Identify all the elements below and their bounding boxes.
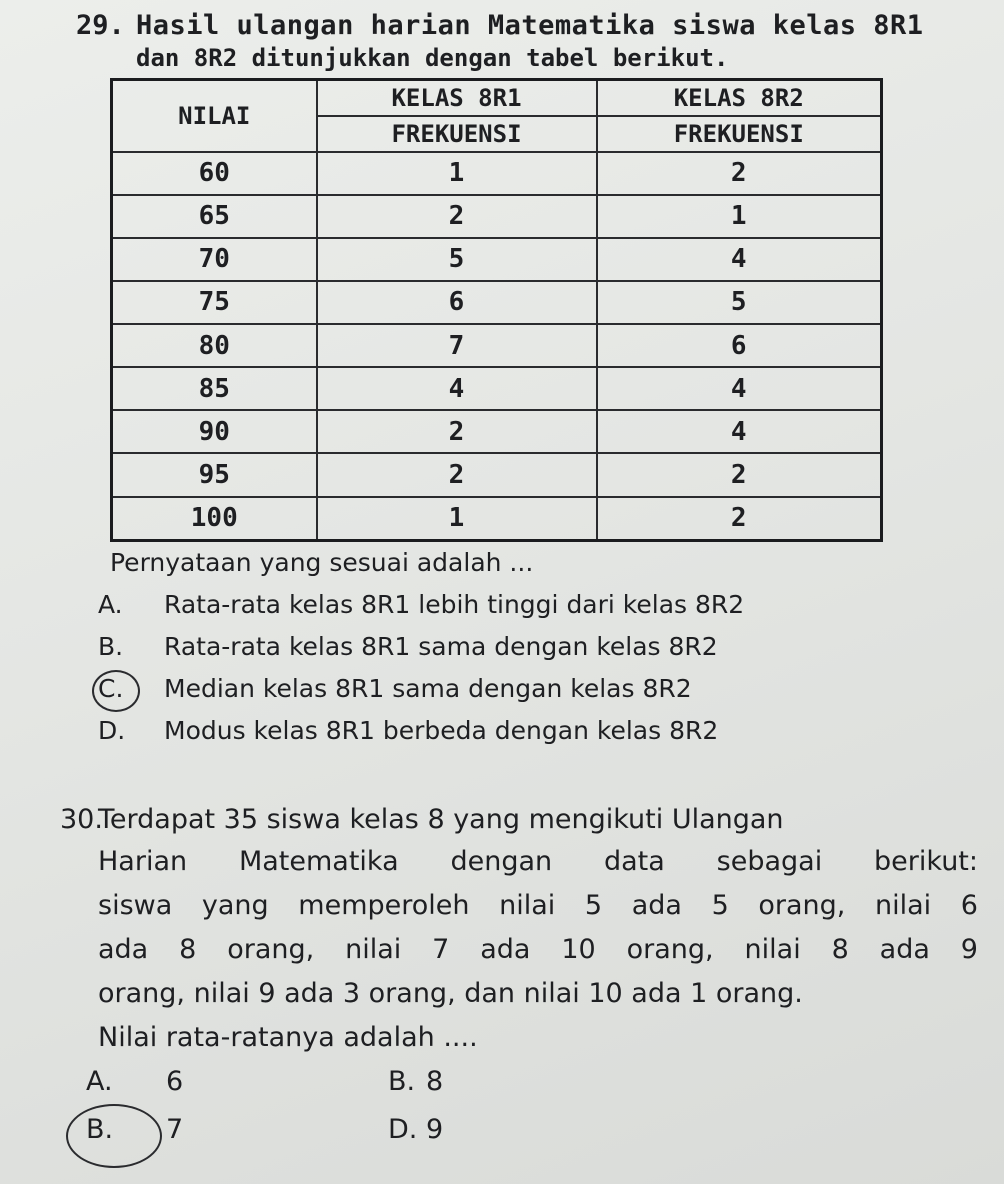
option-text: Rata-rata kelas 8R1 lebih tinggi dari kelas 8R2 xyxy=(164,590,745,619)
table-row xyxy=(112,367,882,410)
header-kelas-8r1: KELAS 8R1 xyxy=(317,80,597,116)
frequency-table xyxy=(110,78,883,542)
cell-freq-8r2: 2 xyxy=(597,497,882,541)
cell-freq-8r1: 2 xyxy=(317,453,597,496)
cell-freq-8r2: 4 xyxy=(597,238,882,281)
question-29-text-line-1: Hasil ulangan harian Matematika siswa kelas 8R1 xyxy=(136,10,924,41)
option-text: 7 xyxy=(166,1114,184,1145)
cell-nilai: 65 xyxy=(112,195,317,238)
question-30-prompt: Nilai rata-ratanya adalah .... xyxy=(98,1022,478,1053)
subheader-frekuensi-8r2: FREKUENSI xyxy=(597,116,882,152)
cell-freq-8r1: 2 xyxy=(317,410,597,453)
question-30-text-line: ada 8 orang, nilai 7 ada 10 orang, nilai 8 ada 9 xyxy=(98,934,978,965)
table-row xyxy=(112,410,882,453)
cell-freq-8r1: 7 xyxy=(317,324,597,367)
answer-circle-mark xyxy=(92,670,140,712)
cell-freq-8r1: 2 xyxy=(317,195,597,238)
cell-freq-8r2: 6 xyxy=(597,324,882,367)
table-row xyxy=(112,281,882,324)
question-29-text-line-2: dan 8R2 ditunjukkan dengan tabel berikut. xyxy=(136,44,729,72)
option-letter: C. xyxy=(98,674,124,703)
option-text: 6 xyxy=(166,1066,184,1097)
option-letter: B. xyxy=(86,1114,114,1145)
cell-freq-8r1: 6 xyxy=(317,281,597,324)
option-text: Median kelas 8R1 sama dengan kelas 8R2 xyxy=(164,674,692,703)
cell-nilai: 100 xyxy=(112,497,317,541)
option-d[interactable] xyxy=(98,716,718,745)
cell-nilai: 60 xyxy=(112,152,317,195)
cell-nilai: 80 xyxy=(112,324,317,367)
header-kelas-8r2: KELAS 8R2 xyxy=(597,80,882,116)
question-29-prompt: Pernyataan yang sesuai adalah ... xyxy=(110,548,534,577)
option-letter: B. xyxy=(98,632,124,661)
question-30-text-line: Harian Matematika dengan data sebagai berikut: xyxy=(98,846,978,877)
cell-freq-8r1: 4 xyxy=(317,367,597,410)
cell-freq-8r2: 2 xyxy=(597,453,882,496)
cell-nilai: 95 xyxy=(112,453,317,496)
option-b[interactable] xyxy=(388,1066,443,1097)
cell-freq-8r2: 2 xyxy=(597,152,882,195)
option-letter: A. xyxy=(98,590,123,619)
table-row xyxy=(112,195,882,238)
table-row xyxy=(112,453,882,496)
table-row xyxy=(112,497,882,541)
option-b[interactable] xyxy=(98,632,718,661)
answer-circle-mark xyxy=(66,1104,162,1168)
cell-freq-8r2: 5 xyxy=(597,281,882,324)
question-30-text-line: Terdapat 35 siswa kelas 8 yang mengikuti Ulangan xyxy=(98,804,784,835)
option-letter: A. xyxy=(86,1066,113,1097)
cell-nilai: 85 xyxy=(112,367,317,410)
cell-freq-8r1: 5 xyxy=(317,238,597,281)
option-letter: B. xyxy=(388,1066,416,1097)
option-letter: D. xyxy=(98,716,126,745)
option-a[interactable] xyxy=(98,590,744,619)
option-text: 9 xyxy=(426,1114,444,1145)
cell-nilai: 90 xyxy=(112,410,317,453)
question-30-text-line: orang, nilai 9 ada 3 orang, dan nilai 10 ada 1 orang. xyxy=(98,978,803,1009)
cell-nilai: 70 xyxy=(112,238,317,281)
question-29-number: 29. xyxy=(76,10,125,41)
table-row xyxy=(112,324,882,367)
cell-freq-8r1: 1 xyxy=(317,152,597,195)
question-30-number: 30. xyxy=(60,804,103,835)
header-nilai: NILAI xyxy=(112,80,317,152)
cell-freq-8r2: 4 xyxy=(597,410,882,453)
option-text: 8 xyxy=(426,1066,444,1097)
table-row xyxy=(112,238,882,281)
option-c[interactable] xyxy=(98,674,692,703)
cell-freq-8r1: 1 xyxy=(317,497,597,541)
option-text: Modus kelas 8R1 berbeda dengan kelas 8R2 xyxy=(164,716,719,745)
cell-freq-8r2: 4 xyxy=(597,367,882,410)
option-text: Rata-rata kelas 8R1 sama dengan kelas 8R2 xyxy=(164,632,718,661)
table-row xyxy=(112,152,882,195)
subheader-frekuensi-8r1: FREKUENSI xyxy=(317,116,597,152)
question-30-text-line: siswa yang memperoleh nilai 5 ada 5 orang, nilai 6 xyxy=(98,890,978,921)
cell-freq-8r2: 1 xyxy=(597,195,882,238)
cell-nilai: 75 xyxy=(112,281,317,324)
option-a[interactable] xyxy=(86,1066,183,1097)
option-d[interactable] xyxy=(388,1114,443,1145)
option-letter: D. xyxy=(388,1114,418,1145)
